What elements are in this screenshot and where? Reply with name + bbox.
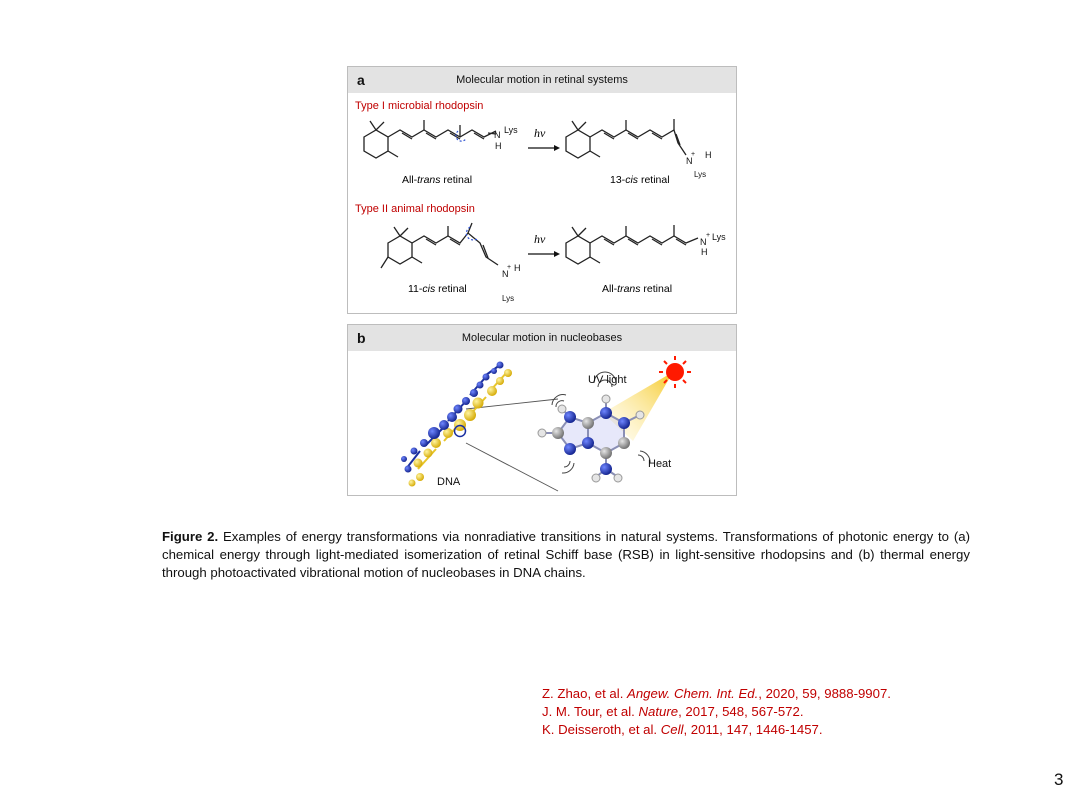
plus-charge-3: + <box>507 264 512 271</box>
nucleobase-diagram <box>348 351 736 495</box>
heat-label: Heat <box>648 458 672 470</box>
figure-caption <box>162 528 970 582</box>
type1-label: Type I microbial rhodopsin <box>355 100 484 112</box>
panel-a-header <box>348 67 736 93</box>
retinal-diagram <box>348 93 736 313</box>
panel-b-letter: b <box>357 330 366 346</box>
hv-label-2: hν <box>534 232 546 246</box>
panel-b-title: Molecular motion in nucleobases <box>461 332 623 344</box>
lys-label-3: Lys <box>502 294 515 303</box>
all-trans-retinal-structure-2 <box>566 225 698 264</box>
cis11-retinal-label: 11-cis retinal <box>408 283 467 295</box>
uv-light-label: UV light <box>588 374 627 386</box>
dna-label: DNA <box>437 476 461 488</box>
references <box>542 685 891 739</box>
plus-charge-4: + <box>706 232 711 239</box>
type2-label: Type II animal rhodopsin <box>355 203 475 215</box>
caption-text: Examples of energy transformations via nonradiative transitions in natural systems. Transformations of photonic energy to (a) chemical energy through light-mediated isomerization of retinal Schiff base (RSB) in light-sensitive rhodopsins and (b) thermal energy through photoactivated vibrational motion of nucleobases in DNA chains. <box>162 529 970 580</box>
reference-item: J. M. Tour, et al. Nature, 2017, 548, 567-572. <box>542 704 804 719</box>
dna-helix <box>401 362 512 487</box>
zoom-line-bottom <box>466 443 558 491</box>
panel-a-letter: a <box>357 72 365 88</box>
figure-label: Figure 2. <box>162 529 219 544</box>
cis11-retinal-structure <box>381 223 498 268</box>
panel-b <box>347 324 737 496</box>
lys-label-1: Lys <box>504 125 518 135</box>
h-atom-4: H <box>701 247 708 257</box>
lys-label-2: Lys <box>694 170 707 179</box>
reaction-arrowhead-1 <box>554 145 560 151</box>
n-atom-3: N <box>502 269 509 279</box>
n-atom-2: N <box>686 156 693 166</box>
panel-a <box>347 66 737 314</box>
reference-item: Z. Zhao, et al. Angew. Chem. Int. Ed., 2020, 59, 9888-9907. <box>542 686 891 701</box>
n-atom-4: N <box>700 237 707 247</box>
h-atom-2: H <box>705 150 712 160</box>
h-atom-3: H <box>514 263 521 273</box>
panel-b-header <box>348 325 736 351</box>
n-atom-1: N <box>494 130 501 140</box>
reaction-arrowhead-2 <box>554 251 560 257</box>
reference-item: K. Deisseroth, et al. Cell, 2011, 147, 1446-1457. <box>542 722 823 737</box>
page-number: 3 <box>1054 770 1064 789</box>
h-atom-1: H <box>495 141 502 151</box>
all-trans-retinal-label-1: All-trans retinal <box>402 174 473 186</box>
lys-label-4: Lys <box>712 232 726 242</box>
hv-label-1: hν <box>534 126 546 140</box>
cis13-retinal-structure <box>566 119 686 158</box>
cis13-retinal-label: 13-cis retinal <box>610 174 670 186</box>
plus-charge-2: + <box>691 151 696 158</box>
all-trans-retinal-structure-1 <box>364 120 496 158</box>
panel-a-title: Molecular motion in retinal systems <box>456 74 628 86</box>
all-trans-retinal-label-2: All-trans retinal <box>602 283 673 295</box>
